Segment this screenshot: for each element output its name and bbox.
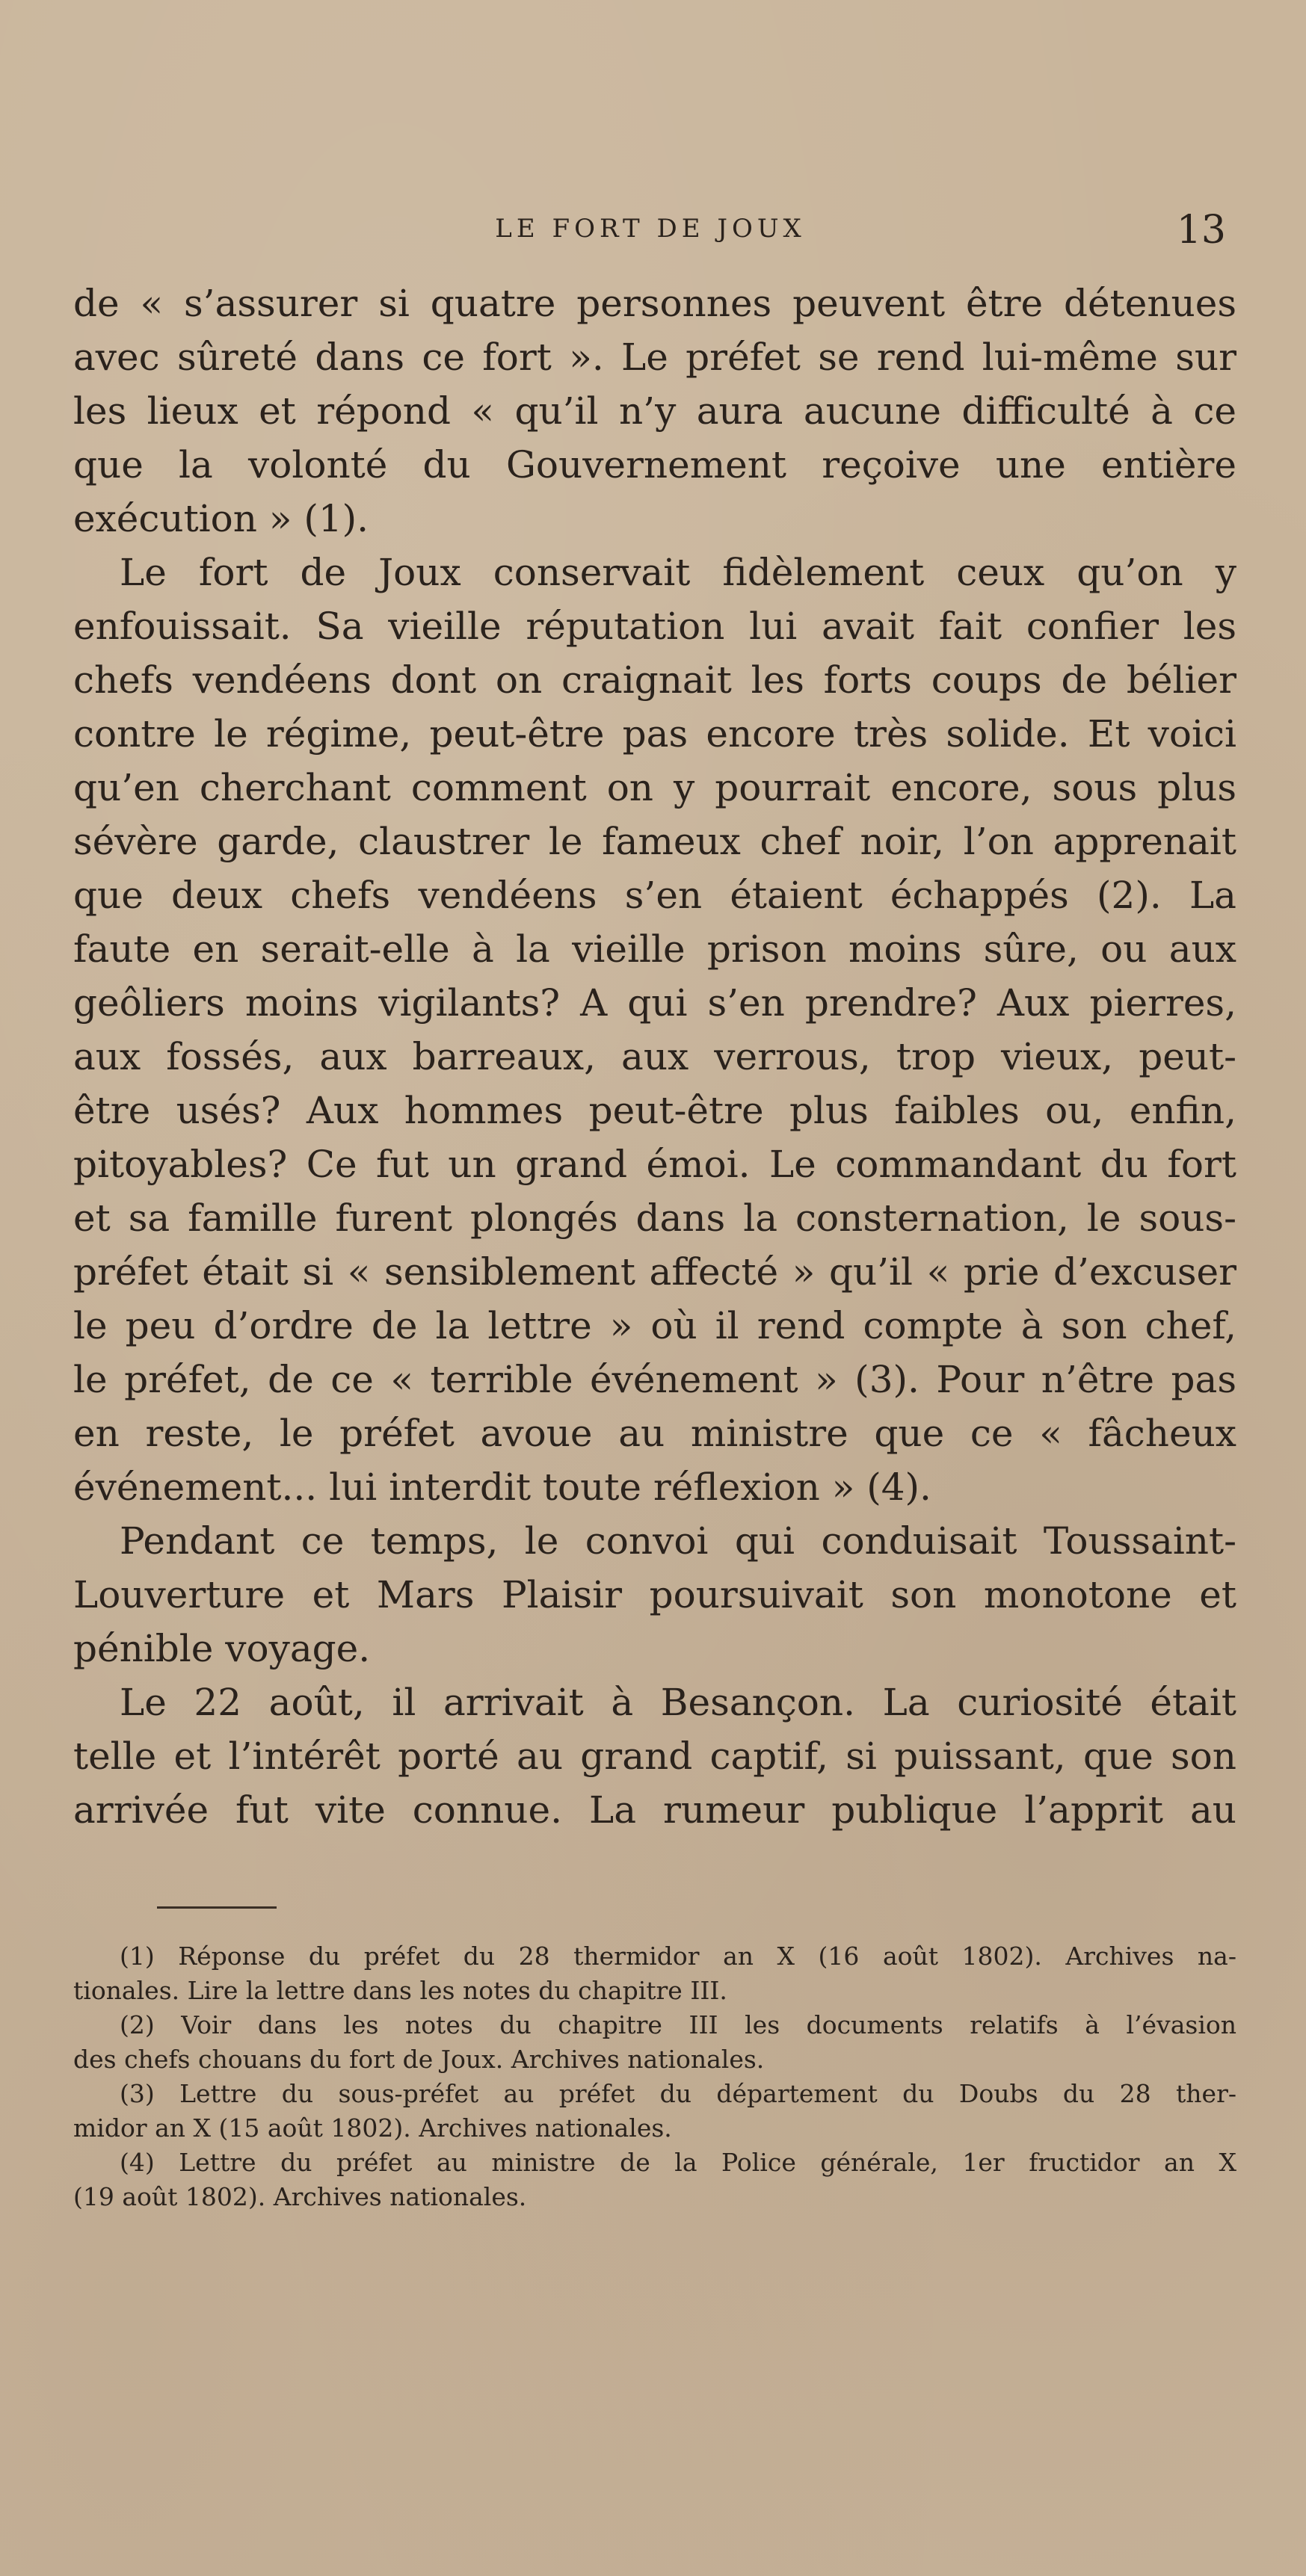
text-line: arrivée fut vite connue. La rumeur publique l’apprit au [73, 1788, 1236, 1832]
text-line: Louverture et Mars Plaisir poursuivait son monotone et [73, 1573, 1236, 1616]
text-line: les lieux et répond « qu’il n’y aura aucune difficulté à ce [73, 389, 1236, 433]
text-line: Le fort de Joux conservait fidèlement ceux qu’on y [120, 551, 1236, 594]
footnote-line: des chefs chouans du fort de Joux. Archives nationales. [73, 2045, 765, 2074]
footnote-line: (3) Lettre du sous-préfet au préfet du département du Doubs du 28 ther- [120, 2079, 1236, 2108]
footnote-line: tionales. Lire la lettre dans les notes du chapitre III. [73, 1976, 727, 2005]
text-line: le peu d’ordre de la lettre » où il rend compte à son chef, [73, 1304, 1236, 1347]
page-number: 13 [1176, 208, 1226, 253]
text-line: chefs vendéens dont on craignait les forts coups de bélier [73, 658, 1236, 702]
text-line: en reste, le préfet avoue au ministre que ce « fâcheux [73, 1412, 1236, 1455]
footnote-line: midor an X (15 août 1802). Archives nationales. [73, 2113, 672, 2143]
text-line: événement... lui interdit toute réflexion » (4). [73, 1465, 931, 1509]
text-line: pitoyables? Ce fut un grand émoi. Le commandant du fort [73, 1143, 1236, 1186]
text-line: qu’en cherchant comment on y pourrait encore, sous plus [73, 766, 1236, 809]
text-line: avec sûreté dans ce fort ». Le préfet se rend lui-même sur [73, 336, 1236, 379]
text-line: telle et l’intérêt porté au grand captif, si puissant, que son [73, 1735, 1236, 1778]
text-line: Le 22 août, il arrivait à Besançon. La curiosité était [120, 1681, 1236, 1724]
text-line: sévère garde, claustrer le fameux chef noir, l’on apprenait [73, 820, 1236, 863]
text-line: que deux chefs vendéens s’en étaient échappés (2). La [73, 874, 1236, 917]
text-line: et sa famille furent plongés dans la consternation, le sous- [73, 1196, 1236, 1240]
running-head [75, 208, 1226, 253]
text-line: préfet était si « sensiblement affecté » qu’il « prie d’excuser [73, 1250, 1236, 1294]
footnotes [73, 1939, 1236, 2214]
text-line: Pendant ce temps, le convoi qui conduisait Toussaint- [120, 1519, 1236, 1563]
footnote-line: (2) Voir dans les notes du chapitre III les documents relatifs à l’évasion [120, 2010, 1236, 2039]
text-line: aux fossés, aux barreaux, aux verrous, trop vieux, peut- [73, 1035, 1236, 1078]
text-line: pénible voyage. [73, 1627, 371, 1670]
text-line: que la volonté du Gouvernement reçoive une entière [73, 443, 1236, 487]
footnote-line: (1) Réponse du préfet du 28 thermidor an X (16 août 1802). Archives na- [120, 1942, 1236, 1971]
footnote-line: (19 août 1802). Archives nationales. [73, 2182, 527, 2211]
text-line: faute en serait-elle à la vieille prison moins sûre, ou aux [73, 927, 1236, 971]
text-line: enfouissait. Sa vieille réputation lui avait fait confier les [73, 605, 1236, 648]
text-line: exécution » (1). [73, 497, 369, 540]
body-text [73, 277, 1236, 1837]
footnote-rule [157, 1906, 277, 1909]
text-line: le préfet, de ce « terrible événement » (3). Pour n’être pas [73, 1358, 1236, 1401]
text-line: geôliers moins vigilants? A qui s’en prendre? Aux pierres, [73, 981, 1236, 1025]
footnote-line: (4) Lettre du préfet au ministre de la Police générale, 1er fructidor an X [120, 2148, 1236, 2177]
text-line: de « s’assurer si quatre personnes peuvent être détenues [73, 282, 1236, 325]
text-line: contre le régime, peut-être pas encore très solide. Et voici [73, 712, 1236, 756]
text-line: être usés? Aux hommes peut-être plus faibles ou, enfin, [73, 1089, 1236, 1132]
running-title: LE FORT DE JOUX [495, 214, 806, 244]
